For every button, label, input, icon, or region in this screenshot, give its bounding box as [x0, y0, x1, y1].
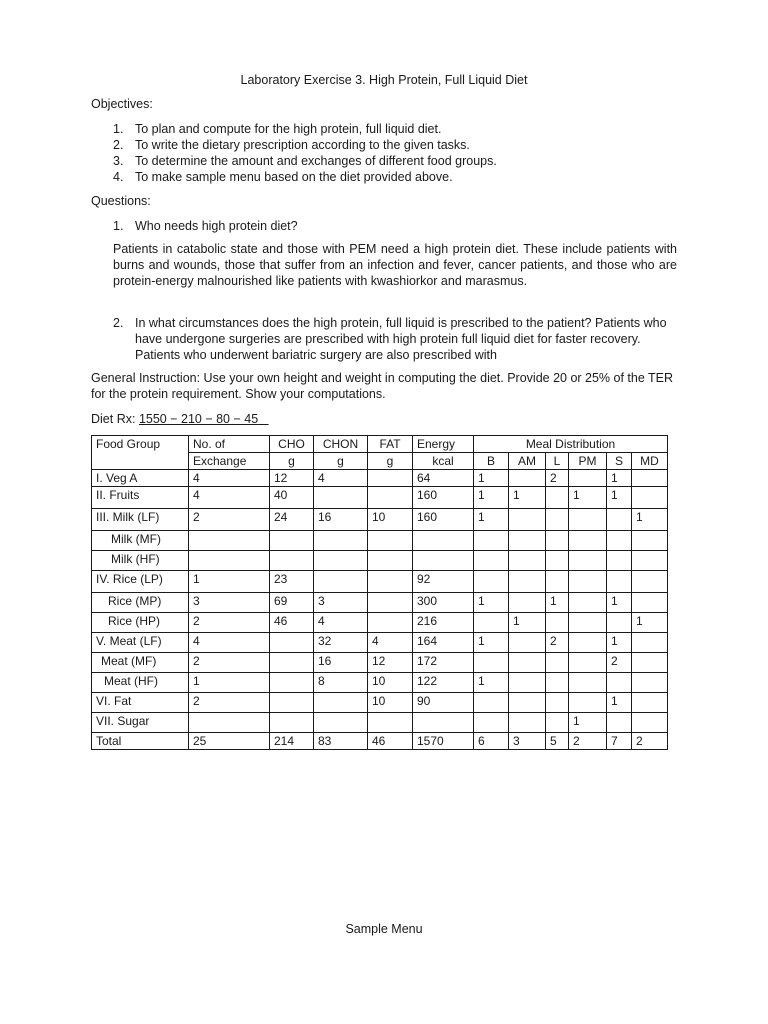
table-row: [92, 571, 668, 593]
cell-chon: 32: [314, 633, 368, 653]
cell-s: 1: [607, 487, 632, 509]
cell-ex: 2: [189, 509, 270, 531]
objective-item: 1. To plan and compute for the high protein, full liquid diet.: [113, 122, 442, 136]
diet-prescription: Diet Rx: 1550 − 210 − 80 − 45: [91, 412, 259, 426]
header-s: S: [607, 453, 632, 470]
header-exchange: Exchange: [189, 453, 270, 470]
cell-chon: [314, 531, 368, 551]
cell-md: [632, 470, 668, 487]
cell-food-group: V. Meat (LF): [92, 633, 189, 653]
cell-food-group: Meat (MF): [92, 653, 189, 673]
cell-s: [607, 509, 632, 531]
cell-am: 1: [509, 613, 546, 633]
general-instruction: General Instruction: Use your own height and weight in computing the diet. Provide 20 or 25% of the TER for the protein requirement. Show your computations.: [91, 371, 674, 401]
cell-food-group: VI. Fat: [92, 693, 189, 713]
header-chon: CHON: [314, 436, 368, 453]
cell-fat: [368, 713, 413, 733]
questions-heading: Questions:: [91, 194, 151, 208]
cell-chon: 8: [314, 673, 368, 693]
cell-kcal: 300: [413, 593, 474, 613]
cell-kcal: 90: [413, 693, 474, 713]
cell-s: 2: [607, 653, 632, 673]
cell-ex: 2: [189, 653, 270, 673]
cell-s: 1: [607, 633, 632, 653]
header-no-of: No. of: [189, 436, 270, 453]
cell-cho: 40: [270, 487, 314, 509]
cell-cho: [270, 633, 314, 653]
cell-food-group: Rice (HP): [92, 613, 189, 633]
cell-md: [632, 673, 668, 693]
cell-b: [474, 693, 509, 713]
table-row: [92, 633, 668, 653]
cell-kcal: 216: [413, 613, 474, 633]
cell-s: [607, 531, 632, 551]
cell-pm: [569, 693, 607, 713]
cell-chon: 16: [314, 509, 368, 531]
cell-s: 1: [607, 693, 632, 713]
cell-fat: 4: [368, 633, 413, 653]
cell-ex: 1: [189, 673, 270, 693]
cell-cho: [270, 673, 314, 693]
cell-pm: [569, 531, 607, 551]
cell-kcal: 164: [413, 633, 474, 653]
cell-food-group: I. Veg A: [92, 470, 189, 487]
cell-pm: [569, 509, 607, 531]
cell-s: [607, 551, 632, 571]
cell-l: 5: [546, 733, 569, 750]
cell-fat: 46: [368, 733, 413, 750]
header-fat-unit: g: [368, 453, 413, 470]
cell-cho: [270, 653, 314, 673]
cell-md: [632, 531, 668, 551]
cell-chon: 3: [314, 593, 368, 613]
cell-b: 6: [474, 733, 509, 750]
cell-cho: 24: [270, 509, 314, 531]
cell-b: 1: [474, 593, 509, 613]
cell-cho: [270, 531, 314, 551]
cell-l: [546, 487, 569, 509]
table-row: [92, 733, 668, 750]
cell-ex: 2: [189, 693, 270, 713]
cell-kcal: [413, 551, 474, 571]
cell-s: [607, 673, 632, 693]
cell-kcal: [413, 713, 474, 733]
header-am: AM: [509, 453, 546, 470]
header-kcal: kcal: [413, 453, 474, 470]
table-row: [92, 470, 668, 487]
table-row: [92, 653, 668, 673]
cell-food-group: IV. Rice (LP): [92, 571, 189, 593]
cell-food-group: II. Fruits: [92, 487, 189, 509]
cell-kcal: 1570: [413, 733, 474, 750]
cell-chon: [314, 693, 368, 713]
page-title: Laboratory Exercise 3. High Protein, Full Liquid Diet: [240, 73, 528, 87]
objectives-list: [113, 121, 497, 185]
cell-md: [632, 713, 668, 733]
answer-1: Patients in catabolic state and those with PEM need a high protein diet. These include patients with burns and wounds, those that suffer from an infection and fever, cancer patients, and those who are protein-energy malnourished like patients with kwashiorkor and marasmus.: [113, 242, 677, 288]
cell-am: [509, 653, 546, 673]
table-row: [92, 487, 668, 509]
cell-s: 1: [607, 593, 632, 613]
cell-md: 2: [632, 733, 668, 750]
document-page: Laboratory Exercise 3. High Protein, Full Liquid Diet Objectives: 1. To plan and compute for the high protein, full liquid diet. 2. To write the dietary prescription according to the given tasks. 3. To determine the amount and exchanges of different food groups. 4. To make sample menu based on the diet provided above. Questions: 1. Who needs high protein diet? Patients in catabolic state and those with PEM need a high protein diet. These include patients with burns and wounds, those that suffer from an infection and fever, cancer patients, and those who are protein-energy malnourished like patients with kwashiorkor and marasmus. 2. In what circumstances does the high protein, full liquid is prescribed to the patient? Patients who have undergone surgeries are prescribed with high protein full liquid diet for faster recovery. Patients who underwent bariatric surgery are also prescribed with General Instruction: Use your own height and weight in computing the diet. Provide 20 or 25% of the TER for the protein requirement. Show your computations. Diet Rx: 1550 − 210 − 80 − 45 Food Group No. of CHO CHON FAT Energy Meal Distribution Exchange g g g kcal B AM L PM S MD I. Veg A 4 12 4 64 1 2 1 II. Fruits 4 40 160 1 1 1 1 III. Milk (LF) 2 24 16 10 160 1 1 Milk (MF) Milk (HF) IV. Rice (LP) 1 23 92 Rice (MP) 3 69 3 300 1 1 1 Rice (HP) 2 46 4 216 1 1 V. Meat (LF) 4 32 4 164 1 2 1 Meat (MF) 2 16 12 172 2 Meat (HF) 1 8 10 122 1 VI. Fat 2 10 90 1 VII. Sugar 1 Total 25 214 83 46 1570 6 3 5 2 7 2 Sample Menu: [0, 0, 768, 1024]
cell-kcal: 122: [413, 673, 474, 693]
cell-am: [509, 571, 546, 593]
cell-md: [632, 571, 668, 593]
objective-item: 4. To make sample menu based on the diet provided above.: [113, 170, 453, 184]
cell-fat: [368, 613, 413, 633]
cell-md: 1: [632, 509, 668, 531]
cell-am: [509, 509, 546, 531]
cell-l: 2: [546, 470, 569, 487]
objective-item: 2. To write the dietary prescription according to the given tasks.: [113, 138, 470, 152]
cell-fat: [368, 487, 413, 509]
cell-l: [546, 693, 569, 713]
cell-cho: [270, 693, 314, 713]
header-cho: CHO: [270, 436, 314, 453]
cell-fat: [368, 470, 413, 487]
question-1: [113, 218, 298, 234]
header-b: B: [474, 453, 509, 470]
header-pm: PM: [569, 453, 607, 470]
cell-kcal: [413, 531, 474, 551]
header-cho-unit: g: [270, 453, 314, 470]
cell-md: [632, 693, 668, 713]
cell-fat: [368, 571, 413, 593]
cell-b: [474, 713, 509, 733]
cell-ex: 25: [189, 733, 270, 750]
cell-l: [546, 613, 569, 633]
cell-md: [632, 653, 668, 673]
cell-ex: [189, 551, 270, 571]
cell-am: [509, 593, 546, 613]
cell-food-group: VII. Sugar: [92, 713, 189, 733]
cell-md: [632, 593, 668, 613]
cell-cho: 69: [270, 593, 314, 613]
cell-cho: 12: [270, 470, 314, 487]
cell-l: [546, 531, 569, 551]
table-row: [92, 673, 668, 693]
cell-am: [509, 531, 546, 551]
table-row: [92, 551, 668, 571]
cell-am: [509, 713, 546, 733]
cell-ex: [189, 531, 270, 551]
cell-chon: 16: [314, 653, 368, 673]
cell-b: 1: [474, 487, 509, 509]
header-energy: Energy: [413, 436, 474, 453]
cell-chon: [314, 571, 368, 593]
cell-chon: 83: [314, 733, 368, 750]
cell-am: [509, 470, 546, 487]
cell-fat: [368, 593, 413, 613]
cell-fat: 10: [368, 509, 413, 531]
diet-rx-value: 1550 − 210 − 80 − 45: [138, 412, 259, 426]
cell-fat: 12: [368, 653, 413, 673]
cell-b: [474, 653, 509, 673]
cell-food-group: Total: [92, 733, 189, 750]
cell-pm: 1: [569, 487, 607, 509]
cell-l: [546, 713, 569, 733]
header-chon-unit: g: [314, 453, 368, 470]
table-row: [92, 693, 668, 713]
cell-pm: 1: [569, 713, 607, 733]
cell-md: 1: [632, 613, 668, 633]
table-row: [92, 713, 668, 733]
cell-l: [546, 551, 569, 571]
objective-item: 3. To determine the amount and exchanges of different food groups.: [113, 154, 497, 168]
cell-chon: [314, 487, 368, 509]
cell-kcal: 160: [413, 509, 474, 531]
cell-kcal: 64: [413, 470, 474, 487]
cell-b: 1: [474, 673, 509, 693]
cell-s: 7: [607, 733, 632, 750]
cell-ex: 3: [189, 593, 270, 613]
table-header-row: [92, 436, 668, 453]
cell-pm: [569, 613, 607, 633]
cell-b: [474, 571, 509, 593]
cell-pm: [569, 653, 607, 673]
cell-ex: 4: [189, 633, 270, 653]
cell-s: 1: [607, 470, 632, 487]
cell-am: [509, 673, 546, 693]
header-food-group: Food Group: [92, 436, 189, 470]
question-item: 1. Who needs high protein diet?: [113, 219, 298, 233]
cell-l: [546, 571, 569, 593]
cell-l: [546, 653, 569, 673]
cell-am: [509, 693, 546, 713]
cell-chon: 4: [314, 470, 368, 487]
cell-pm: [569, 571, 607, 593]
cell-food-group: Meat (HF): [92, 673, 189, 693]
header-meal-distribution: Meal Distribution: [474, 436, 668, 453]
cell-fat: [368, 551, 413, 571]
header-md: MD: [632, 453, 668, 470]
cell-b: [474, 613, 509, 633]
cell-am: 1: [509, 487, 546, 509]
cell-ex: [189, 713, 270, 733]
cell-cho: [270, 713, 314, 733]
cell-kcal: 172: [413, 653, 474, 673]
cell-ex: 4: [189, 470, 270, 487]
objectives-heading: Objectives:: [91, 97, 153, 111]
table-row: [92, 509, 668, 531]
diet-table: [91, 435, 668, 750]
cell-am: [509, 551, 546, 571]
cell-b: 1: [474, 470, 509, 487]
cell-cho: [270, 551, 314, 571]
cell-md: [632, 551, 668, 571]
header-fat: FAT: [368, 436, 413, 453]
cell-pm: [569, 673, 607, 693]
cell-b: 1: [474, 509, 509, 531]
cell-chon: [314, 551, 368, 571]
cell-b: [474, 531, 509, 551]
cell-fat: 10: [368, 673, 413, 693]
cell-l: [546, 673, 569, 693]
cell-pm: 2: [569, 733, 607, 750]
cell-am: [509, 633, 546, 653]
cell-l: 2: [546, 633, 569, 653]
cell-s: [607, 713, 632, 733]
table-row: [92, 613, 668, 633]
cell-md: [632, 487, 668, 509]
cell-cho: 46: [270, 613, 314, 633]
sample-menu-heading: Sample Menu: [345, 922, 423, 936]
cell-chon: [314, 713, 368, 733]
cell-s: [607, 571, 632, 593]
cell-b: 1: [474, 633, 509, 653]
cell-s: [607, 613, 632, 633]
cell-fat: [368, 531, 413, 551]
header-l: L: [546, 453, 569, 470]
cell-cho: 214: [270, 733, 314, 750]
cell-ex: 4: [189, 487, 270, 509]
cell-food-group: Milk (HF): [92, 551, 189, 571]
cell-l: [546, 509, 569, 531]
cell-kcal: 92: [413, 571, 474, 593]
cell-b: [474, 551, 509, 571]
table-row: [92, 531, 668, 551]
cell-pm: [569, 593, 607, 613]
cell-kcal: 160: [413, 487, 474, 509]
cell-pm: [569, 470, 607, 487]
cell-ex: 2: [189, 613, 270, 633]
cell-food-group: Rice (MP): [92, 593, 189, 613]
cell-pm: [569, 551, 607, 571]
cell-md: [632, 633, 668, 653]
cell-am: 3: [509, 733, 546, 750]
table-row: [92, 593, 668, 613]
cell-food-group: Milk (MF): [92, 531, 189, 551]
cell-l: 1: [546, 593, 569, 613]
cell-fat: 10: [368, 693, 413, 713]
cell-food-group: III. Milk (LF): [92, 509, 189, 531]
cell-pm: [569, 633, 607, 653]
cell-chon: 4: [314, 613, 368, 633]
cell-ex: 1: [189, 571, 270, 593]
cell-cho: 23: [270, 571, 314, 593]
